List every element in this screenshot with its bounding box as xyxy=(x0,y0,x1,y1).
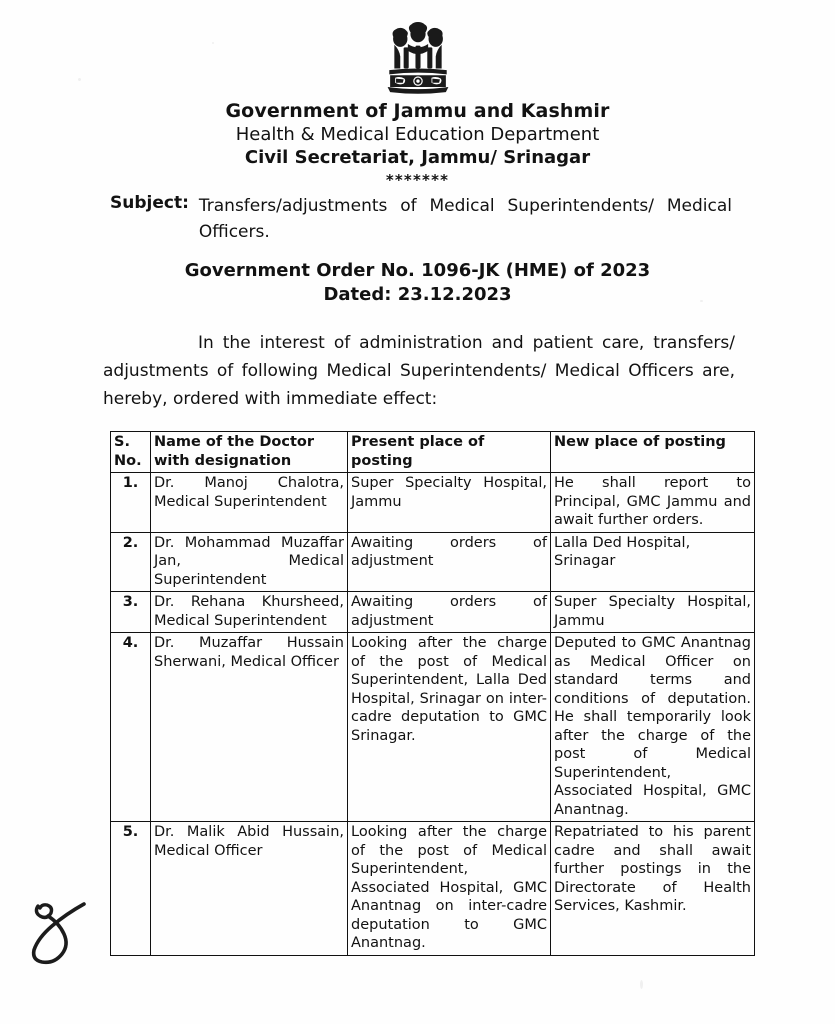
cell-present-posting: Looking after the charge of the post of Medical Superintendent, Associated Hospital, GMC Anantnag on inter-cadre deputation to GMC Anantnag. xyxy=(348,822,551,956)
table-row xyxy=(111,473,755,533)
table-row xyxy=(111,633,755,822)
cell-new-posting: Super Specialty Hospital, Jammu xyxy=(551,592,755,633)
cell-sno: 4. xyxy=(111,633,151,822)
subject-row xyxy=(110,193,732,245)
order-number: Government Order No. 1096-JK (HME) of 2023 xyxy=(184,260,651,281)
table-row xyxy=(111,532,755,592)
handwritten-signature-mark xyxy=(22,888,106,972)
column-header-name: Name of the Doctor with designation xyxy=(151,432,348,473)
table-header-row xyxy=(111,432,755,473)
order-date: Dated: 23.12.2023 xyxy=(323,284,512,305)
cell-doctor-name: Dr. Manoj Chalotra, Medical Superintendent xyxy=(151,473,348,533)
cell-present-posting: Super Specialty Hospital, Jammu xyxy=(348,473,551,533)
cell-new-posting: Lalla Ded Hospital, Srinagar xyxy=(551,532,755,592)
secretariat-title: Civil Secretariat, Jammu/ Srinagar xyxy=(244,147,591,168)
cell-new-posting: Repatriated to his parent cadre and shall await further postings in the Directorate of Health Services, Kashmir. xyxy=(551,822,755,956)
cell-sno: 5. xyxy=(111,822,151,956)
order-block xyxy=(0,259,835,307)
emblem-container xyxy=(0,22,835,98)
document-header xyxy=(0,100,835,190)
column-header-sno: S. No. xyxy=(111,432,151,473)
intro-paragraph: In the interest of administration and patient care, transfers/ adjustments of following Medical Superintendents/ Medical Officers are, hereby, ordered with immediate effect: xyxy=(103,333,735,409)
subject-text: Transfers/adjustments of Medical Superintendents/ Medical Officers. xyxy=(198,196,732,242)
asterisk-separator: ******* xyxy=(385,171,450,189)
table-row xyxy=(111,822,755,956)
table-row xyxy=(111,592,755,633)
cell-doctor-name: Dr. Rehana Khursheed, Medical Superintendent xyxy=(151,592,348,633)
column-header-present-posting: Present place of posting xyxy=(348,432,551,473)
government-title: Government of Jammu and Kashmir xyxy=(225,100,610,122)
cell-doctor-name: Dr. Malik Abid Hussain, Medical Officer xyxy=(151,822,348,956)
cell-present-posting: Awaiting orders of adjustment xyxy=(348,592,551,633)
department-title: Health & Medical Education Department xyxy=(235,124,600,145)
signature-stroke xyxy=(22,888,106,972)
column-header-new-posting: New place of posting xyxy=(551,432,755,473)
cell-new-posting: Deputed to GMC Anantnag as Medical Officer on standard terms and conditions of deputation. He shall temporarily look after the charge of the post of Medical Superintendent, Associated Hospital, GMC Anantnag. xyxy=(551,633,755,822)
cell-sno: 1. xyxy=(111,473,151,533)
transfers-table xyxy=(110,431,755,956)
cell-present-posting: Awaiting orders of adjustment xyxy=(348,532,551,592)
subject-label: Subject: xyxy=(110,193,189,213)
transfers-table-container xyxy=(110,431,751,956)
cell-sno: 3. xyxy=(111,592,151,633)
cell-doctor-name: Dr. Muzaffar Hussain Sherwani, Medical Officer xyxy=(151,633,348,822)
cell-sno: 2. xyxy=(111,532,151,592)
cell-doctor-name: Dr. Mohammad Muzaffar Jan, Medical Superintendent xyxy=(151,532,348,592)
cell-present-posting: Looking after the charge of the post of Medical Superintendent, Lalla Ded Hospital, Srinagar on inter-cadre deputation to GMC Srinagar. xyxy=(348,633,551,822)
ashoka-lion-capital-emblem xyxy=(375,22,461,98)
cell-new-posting: He shall report to Principal, GMC Jammu and await further orders. xyxy=(551,473,755,533)
scan-speck xyxy=(640,980,643,989)
